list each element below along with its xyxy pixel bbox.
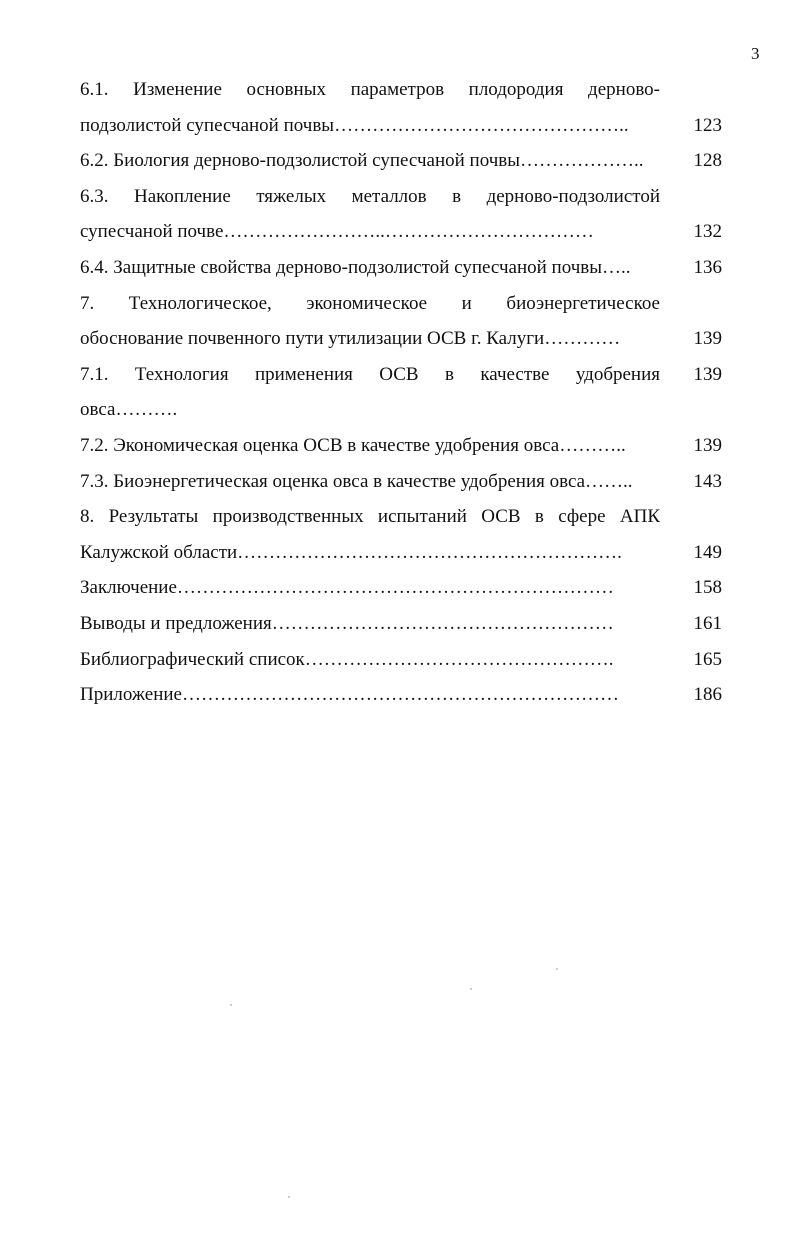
toc-entry[interactable] — [80, 642, 722, 678]
toc-entry[interactable] — [80, 72, 722, 143]
toc-entry-line: Калужской области……………………………………………………. — [80, 541, 622, 563]
toc-page-number: 186 — [693, 684, 722, 706]
toc-entry[interactable] — [80, 250, 722, 286]
toc-entry[interactable] — [80, 606, 722, 642]
toc-entry[interactable] — [80, 143, 722, 179]
toc-entry-line: 7.1. Технология применения ОСВ в качестве удобрения — [80, 363, 660, 385]
toc-entry-line: 6.2. Биология дерново-подзолистой супесчаной почвы……………….. — [80, 150, 644, 172]
toc-page-number: 139 — [693, 434, 722, 456]
scan-speck — [470, 988, 472, 990]
toc-page-number: 139 — [693, 328, 722, 350]
toc-entry[interactable] — [80, 428, 722, 464]
toc-page-number: 132 — [693, 221, 722, 243]
toc-entry-line: Выводы и предложения……………………………………………… — [80, 612, 614, 634]
toc-page-number: 158 — [693, 577, 722, 599]
toc-entry-line: овса………. — [80, 399, 178, 421]
toc-entry-line: 6.4. Защитные свойства дерново-подзолистой супесчаной почвы….. — [80, 256, 631, 278]
toc-entry-line: подзолистой супесчаной почвы……………………………………….. — [80, 114, 629, 136]
toc-entry[interactable] — [80, 286, 722, 357]
toc-entry-line: Библиографический список…………………………………………. — [80, 648, 614, 670]
toc-page-number: 165 — [693, 648, 722, 670]
scan-speck — [288, 1196, 290, 1198]
toc-entry-line: обоснование почвенного пути утилизации ОСВ г. Калуги………… — [80, 328, 621, 350]
page-number: 3 — [751, 44, 760, 63]
toc-entry[interactable] — [80, 499, 722, 570]
toc-page-number: 136 — [693, 256, 722, 278]
toc-entry[interactable] — [80, 677, 722, 713]
toc-page-number: 161 — [693, 612, 722, 634]
toc-entry-line: 6.1. Изменение основных параметров плодородия дерново- — [80, 79, 660, 100]
toc-entry-line: 8. Результаты производственных испытаний ОСВ в сфере АПК — [80, 506, 660, 528]
toc-entry-line: 7.3. Биоэнергетическая оценка овса в качестве удобрения овса…….. — [80, 470, 633, 492]
toc-entry-line: 7.2. Экономическая оценка ОСВ в качестве удобрения овса……….. — [80, 434, 626, 456]
toc-entry-line: Заключение…………………………………………………………… — [80, 577, 614, 599]
toc-entry-line: 6.3. Накопление тяжелых металлов в дерново-подзолистой — [80, 185, 660, 207]
toc-entry[interactable] — [80, 357, 722, 428]
toc-page-number: 139 — [693, 363, 722, 385]
table-of-contents — [80, 72, 722, 713]
toc-entry[interactable] — [80, 179, 722, 250]
scan-speck — [556, 968, 558, 970]
toc-page-number: 149 — [693, 541, 722, 563]
scan-speck — [230, 1004, 232, 1006]
toc-page-number: 123 — [693, 114, 722, 136]
toc-entry[interactable] — [80, 570, 722, 606]
toc-page-number: 143 — [693, 470, 722, 492]
toc-entry-line: Приложение…………………………………………………………… — [80, 684, 619, 706]
toc-entry-line: супесчаной почве……………………..…………………………… — [80, 221, 594, 243]
toc-entry-line: 7. Технологическое, экономическое и биоэнергетическое — [80, 292, 660, 314]
toc-entry[interactable] — [80, 464, 722, 500]
toc-page-number: 128 — [693, 150, 722, 172]
